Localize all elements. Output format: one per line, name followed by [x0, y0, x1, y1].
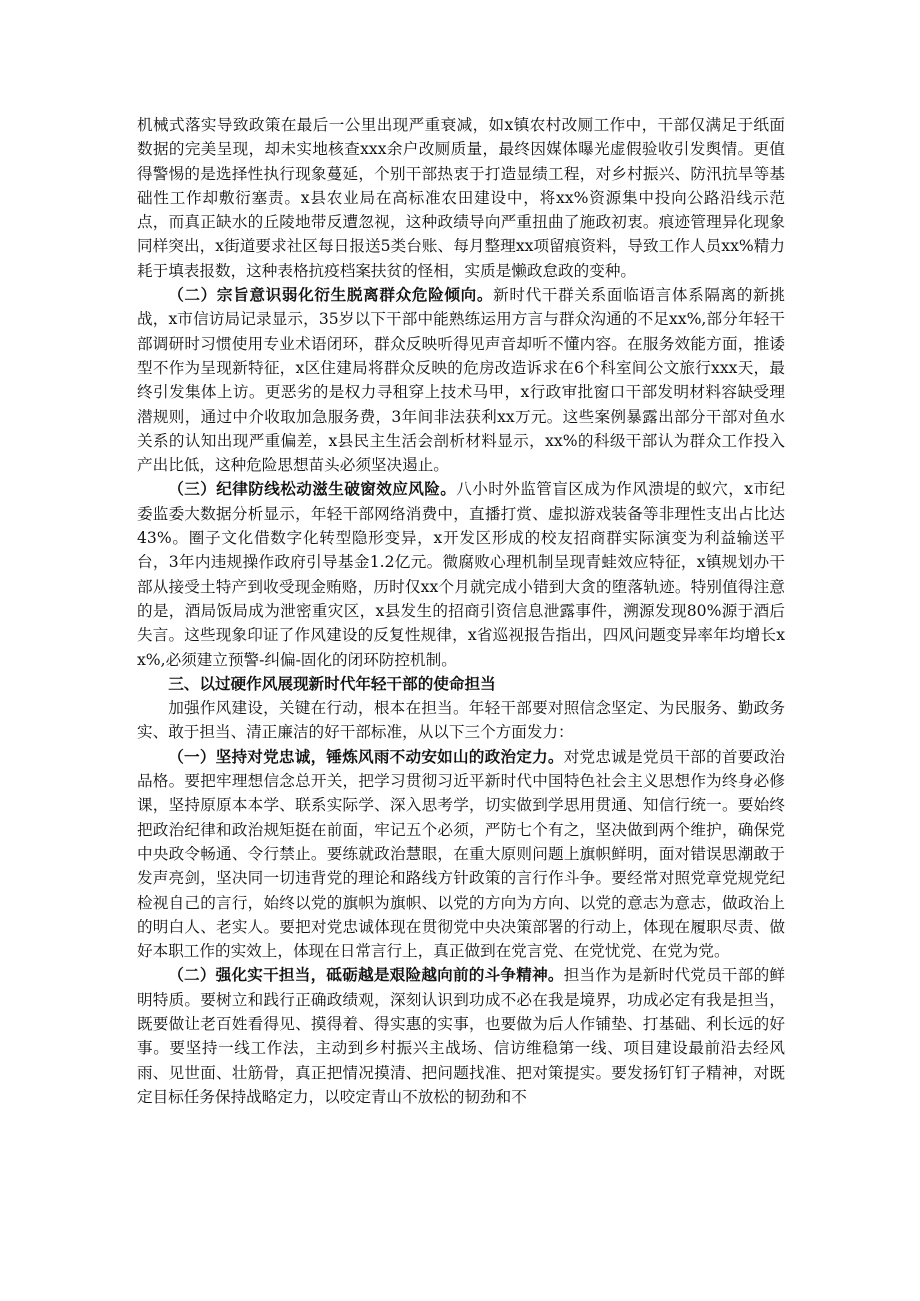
subsection-heading: （二）宗旨意识弱化衍生脱离群众危险倾向。: [168, 285, 494, 305]
section-heading: [137, 672, 785, 696]
subsection-heading: （一）坚持对党忠诚，锤炼风雨不动安如山的政治定力。: [168, 746, 564, 766]
paragraph-6: [137, 963, 785, 1109]
paragraph-text: 新时代干群关系面临语言体系隔离的新挑战，x市信访局记录显示，35岁以下干部中能熟练运用方言与群众沟通的不足xx%,部分年轻干部调研时习惯使用专业术语闭环，群众反映听得见声音却听不懂内容。在服务效能方面，推诿型不作为呈现新特征，x区住建局将群众反映的危房改造诉求在6个科室间公文旅行xxx天，最终引发集体上访。更恶劣的是权力寻租穿上技术马甲，x行政审批窗口干部发明材料容缺受理潜规则，通过中介收取加急服务费，3年间非法获利xx万元。这些案例暴露出部分干部对鱼水关系的认知出现严重偏差，x县民主生活会剖析材料显示，xx%的科级干部认为群众工作投入产出比低，这种危险思想苗头必须坚决遏止。: [137, 286, 785, 475]
paragraph-3: [137, 477, 785, 671]
paragraph-2: [137, 283, 785, 477]
subsection-heading: （二）强化实干担当，砥砺越是艰险越向前的斗争精神。: [168, 965, 564, 985]
paragraph-1: [137, 113, 785, 283]
section-heading-text: 三、以过硬作风展现新时代年轻干部的使命担当: [168, 673, 496, 693]
document-page: [137, 113, 785, 1109]
paragraph-4: [137, 696, 785, 745]
paragraph-text: 机械式落实导致政策在最后一公里出现严重衰减，如x镇农村改厕工作中，干部仅满足于纸面数据的完美呈现，却未实地核查xxx余户改厕质量，最终因媒体曝光虚假验收引发舆情。更值得警惕的是选择性执行现象蔓延，个别干部热衷于打造显绩工程，对乡村振兴、防汛抗旱等基础性工作却敷衍塞责。x县农业局在高标准农田建设中，将xx%资源集中投向公路沿线示范点，而真正缺水的丘陵地带反遭忽视，这种政绩导向严重扭曲了施政初衷。痕迹管理异化现象同样突出，x街道要求社区每日报送5类台账、每月整理xx项留痕资料，导致工作人员xx%精力耗于填表报数，这种表格抗疫档案扶贫的怪相，实质是懒政怠政的变种。: [137, 116, 785, 280]
paragraph-5: [137, 745, 785, 964]
paragraph-text: 加强作风建设，关键在行动，根本在担当。年轻干部要对照信念坚定、为民服务、勤政务实、敢于担当、清正廉洁的好干部标准，从以下三个方面发力：: [137, 699, 785, 742]
subsection-heading: （三）纪律防线松动滋生破窗效应风险。: [168, 479, 457, 499]
paragraph-text: 对党忠诚是党员干部的首要政治品格。要把牢理想信念总开关，把学习贯彻习近平新时代中国特色社会主义思想作为终身必修课，坚持原原本本学、联系实际学、深入思考学，切实做到学思用贯通、知信行统一。要始终把政治纪律和政治规矩挺在前面，牢记五个必须，严防七个有之，坚决做到两个维护，确保党中央政令畅通、令行禁止。要练就政治慧眼，在重大原则问题上旗帜鲜明，面对错误思潮敢于发声亮剑，坚决同一切违背党的理论和路线方针政策的言行作斗争。要经常对照党章党规党纪检视自己的言行，始终以党的旗帜为旗帜、以党的方向为方向、以党的意志为意志，做政治上的明白人、老实人。要把对党忠诚体现在贯彻党中央决策部署的行动上，体现在履职尽责、做好本职工作的实效上，体现在日常言行上，真正做到在党言党、在党忧党、在党为党。: [137, 747, 785, 961]
paragraph-text: 八小时外监管盲区成为作风溃堤的蚁穴，x市纪委监委大数据分析显示，年轻干部网络消费中，直播打赏、虚拟游戏装备等非理性支出占比达43%。圈子文化借数字化转型隐形变异，x开发区形成的校友招商群实际演变为利益输送平台，3年内违规操作政府引导基金1.2亿元。微腐败心理机制呈现青蛙效应特征，x镇规划办干部从接受土特产到收受现金贿赂，历时仅xx个月就完成小错到大贪的堕落轨迹。特别值得注意的是，酒局饭局成为泄密重灾区，x县发生的招商引资信息泄露事件，溯源发现80%源于酒后失言。这些现象印证了作风建设的反复性规律，x省巡视报告指出，四风问题变异率年均增长xx%,必须建立预警-纠偏-固化的闭环防控机制。: [137, 480, 785, 669]
paragraph-text: 担当作为是新时代党员干部的鲜明特质。要树立和践行正确政绩观，深刻认识到功成不必在我是境界，功成必定有我是担当，既要做让老百姓看得见、摸得着、得实惠的实事，也要做为后人作铺垫、打基础、利长远的好事。要坚持一线工作法，主动到乡村振兴主战场、信访维稳第一线、项目建设最前沿去经风雨、见世面、壮筋骨，真正把情况摸清、把问题找准、把对策提实。要发扬钉钉子精神，对既定目标任务保持战略定力，以咬定青山不放松的韧劲和不: [137, 966, 785, 1106]
